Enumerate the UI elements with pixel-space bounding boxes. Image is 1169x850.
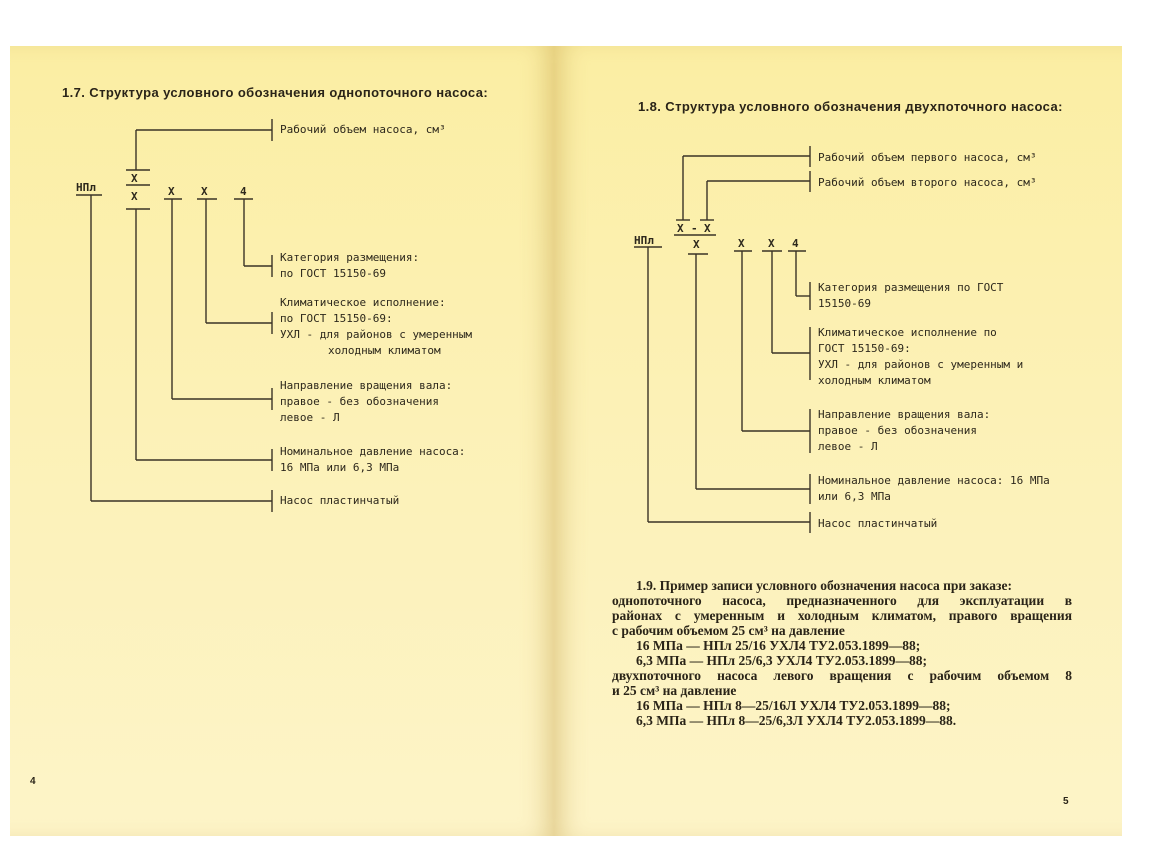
page-number-left: 4 bbox=[30, 776, 36, 787]
example-line: районах с умеренным и холодным климатом, правого вращения bbox=[612, 608, 1072, 623]
code-category: 4 bbox=[792, 237, 799, 250]
code-category: 4 bbox=[240, 185, 247, 198]
example-line: с рабочим объемом 25 см³ на давление bbox=[612, 623, 845, 638]
example-line: и 25 см³ на давление bbox=[612, 683, 737, 698]
code-dash: - bbox=[691, 222, 698, 235]
code-volume: X bbox=[131, 172, 138, 185]
legend-volume: Рабочий объем насоса, см³ bbox=[280, 123, 446, 136]
page-number-right: 5 bbox=[1063, 796, 1069, 807]
legend-volume2: Рабочий объем второго насоса, см³ bbox=[818, 176, 1037, 189]
code-prefix: НПл bbox=[76, 181, 96, 194]
legend-category: Категория размещения: по ГОСТ 15150-69 bbox=[280, 251, 420, 280]
legend-pressure: Номинальное давление насоса: 16 МПа или 6,3 МПа bbox=[280, 445, 466, 474]
code-climate: X bbox=[768, 237, 775, 250]
left-heading: 1.7. Структура условного обозначения однопоточного насоса: bbox=[62, 85, 489, 100]
example-line: 6,3 МПа — НПл 8—25/6,3Л УХЛ4 ТУ2.053.1899—88. bbox=[636, 713, 957, 728]
legend-climate: Климатическое исполнение: по ГОСТ 15150-69: УХЛ - для районов с умеренным холодным климатом bbox=[280, 296, 473, 357]
legend-climate: Климатическое исполнение по ГОСТ 15150-69: УХЛ - для районов с умеренным и холодным климатом bbox=[818, 326, 1024, 387]
order-example bbox=[612, 578, 1072, 728]
example-heading: 1.9. Пример записи условного обозначения насоса при заказе: bbox=[636, 578, 1012, 593]
legend-pump: Насос пластинчатый bbox=[280, 494, 400, 507]
legend-pump: Насос пластинчатый bbox=[818, 517, 938, 530]
code-rotation: X bbox=[168, 185, 175, 198]
example-line: 6,3 МПа — НПл 25/6,3 УХЛ4 ТУ2.053.1899—88; bbox=[636, 653, 927, 668]
legend-rotation: Направление вращения вала: правое - без обозначения левое - Л bbox=[818, 408, 991, 453]
example-line: двухпоточного насоса левого вращения с рабочим объемом 8 bbox=[612, 668, 1072, 683]
legend-volume1: Рабочий объем первого насоса, см³ bbox=[818, 151, 1037, 164]
code-prefix: НПл bbox=[634, 234, 654, 247]
example-line: 16 МПа — НПл 25/16 УХЛ4 ТУ2.053.1899—88; bbox=[636, 638, 921, 653]
code-rotation: X bbox=[738, 237, 745, 250]
legend-category: Категория размещения по ГОСТ 15150-69 bbox=[818, 281, 1004, 310]
example-line: 16 МПа — НПл 8—25/16Л УХЛ4 ТУ2.053.1899—88; bbox=[636, 698, 951, 713]
code-climate: X bbox=[201, 185, 208, 198]
right-heading: 1.8. Структура условного обозначения двухпоточного насоса: bbox=[638, 99, 1063, 114]
code-pressure: X bbox=[131, 190, 138, 203]
legend-rotation: Направление вращения вала: правое - без обозначения левое - Л bbox=[280, 379, 453, 424]
code-volume2: X bbox=[704, 222, 711, 235]
code-volume1: X bbox=[677, 222, 684, 235]
example-line: однопоточного насоса, предназначенного для эксплуатации в bbox=[612, 593, 1072, 608]
legend-pressure: Номинальное давление насоса: 16 МПа или 6,3 МПа bbox=[818, 474, 1050, 503]
code-pressure: X bbox=[693, 238, 700, 251]
